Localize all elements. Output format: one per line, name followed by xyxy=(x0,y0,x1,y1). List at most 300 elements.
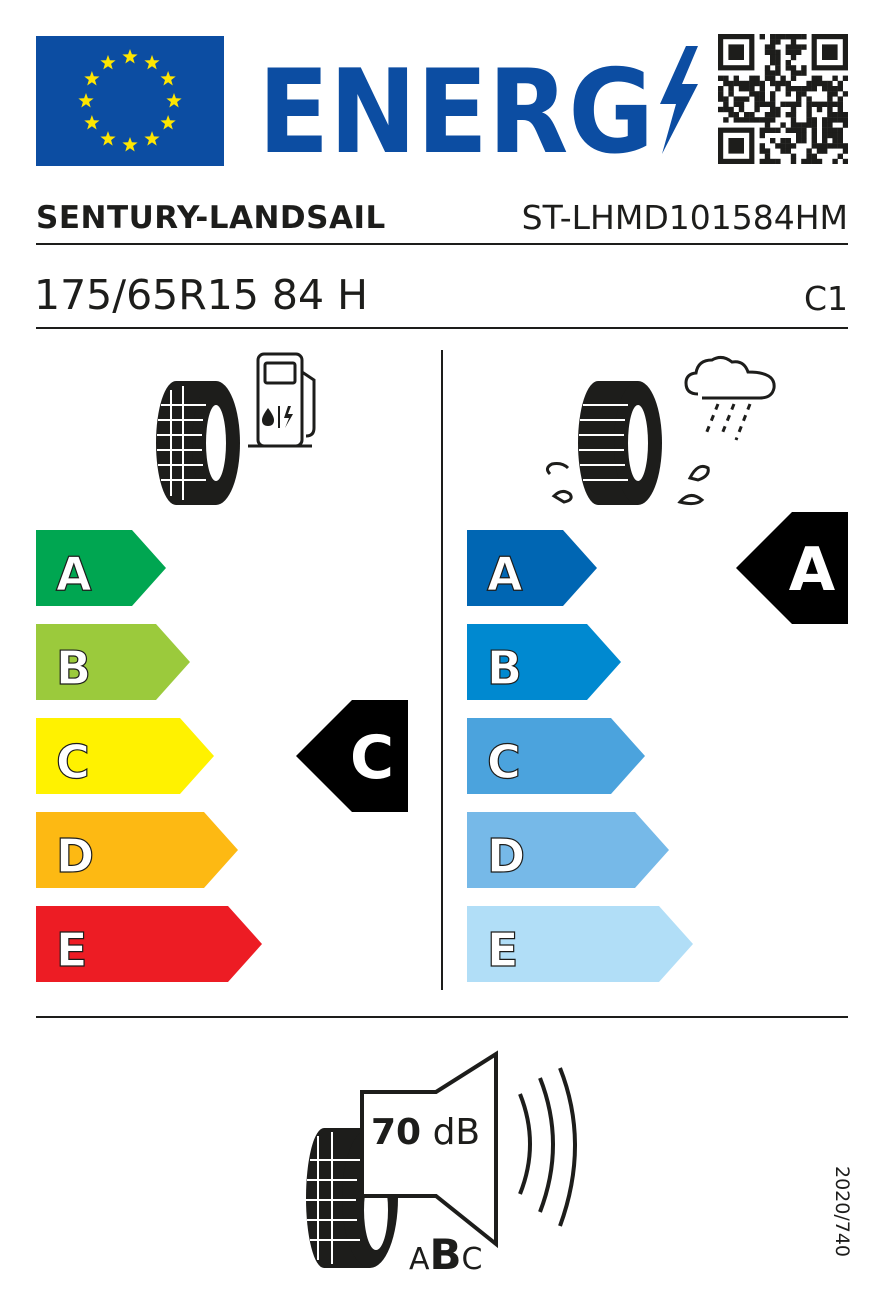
qr-module xyxy=(739,117,744,122)
qr-module xyxy=(744,112,749,117)
qr-module xyxy=(806,96,811,101)
qr-module xyxy=(780,81,785,86)
qr-module xyxy=(806,102,811,107)
qr-module xyxy=(838,107,843,112)
qr-module xyxy=(812,128,817,133)
qr-module xyxy=(791,154,796,159)
noise-level xyxy=(371,1112,480,1153)
qr-module xyxy=(760,128,765,133)
qr-module xyxy=(791,44,796,49)
scale-bar-b xyxy=(36,624,190,700)
qr-module xyxy=(817,76,822,81)
qr-module xyxy=(796,102,801,107)
qr-module xyxy=(832,138,837,143)
qr-module xyxy=(812,122,817,127)
scale-bar-letter: D xyxy=(56,829,95,883)
qr-module xyxy=(822,81,827,86)
qr-module xyxy=(775,159,780,164)
qr-module xyxy=(765,112,770,117)
qr-module xyxy=(827,117,832,122)
qr-module xyxy=(734,117,739,122)
qr-module xyxy=(728,91,733,96)
qr-module xyxy=(801,159,806,164)
qr-module xyxy=(728,81,733,86)
qr-module xyxy=(760,159,765,164)
qr-module xyxy=(796,86,801,91)
qr-module xyxy=(775,86,780,91)
qr-module xyxy=(765,117,770,122)
qr-module xyxy=(812,133,817,138)
qr-module xyxy=(827,122,832,127)
qr-module xyxy=(749,117,754,122)
qr-module xyxy=(760,91,765,96)
qr-module xyxy=(775,112,780,117)
qr-module xyxy=(760,81,765,86)
qr-module xyxy=(801,70,806,75)
qr-module xyxy=(832,76,837,81)
scale-bar-e xyxy=(36,906,262,982)
qr-module xyxy=(817,143,822,148)
qr-module xyxy=(786,44,791,49)
qr-module xyxy=(770,107,775,112)
qr-module xyxy=(770,50,775,55)
qr-module xyxy=(780,148,785,153)
qr-module xyxy=(780,143,785,148)
qr-module xyxy=(775,50,780,55)
qr-module xyxy=(770,128,775,133)
flag-star xyxy=(100,131,115,146)
qr-module xyxy=(723,96,728,101)
qr-module xyxy=(786,138,791,143)
scale-bar-letter: B xyxy=(56,641,92,695)
flag-star xyxy=(166,93,181,108)
qr-module xyxy=(843,112,848,117)
qr-module xyxy=(723,107,728,112)
qr-module xyxy=(775,39,780,44)
flag-star xyxy=(122,137,137,152)
qr-module xyxy=(765,65,770,70)
scale-bar-c xyxy=(36,718,214,794)
qr-module xyxy=(796,96,801,101)
lightning-icon xyxy=(660,46,698,154)
scale-bar-letter: B xyxy=(487,641,523,695)
qr-module xyxy=(812,81,817,86)
qr-module xyxy=(843,159,848,164)
qr-module xyxy=(827,143,832,148)
qr-module xyxy=(760,102,765,107)
scale-bar-a xyxy=(467,530,597,606)
qr-module xyxy=(806,81,811,86)
scale-bar-e xyxy=(467,906,693,982)
qr-module xyxy=(770,138,775,143)
qr-module xyxy=(786,50,791,55)
qr-module xyxy=(791,117,796,122)
qr-module xyxy=(786,81,791,86)
qr-module xyxy=(806,159,811,164)
qr-module xyxy=(801,128,806,133)
qr-module xyxy=(728,107,733,112)
qr-module xyxy=(770,91,775,96)
qr-finder xyxy=(728,138,744,154)
qr-module xyxy=(786,60,791,65)
scale-bar-letter: C xyxy=(487,735,521,789)
qr-module xyxy=(744,81,749,86)
qr-module xyxy=(770,60,775,65)
qr-module xyxy=(838,143,843,148)
qr-module xyxy=(775,55,780,60)
flag-star xyxy=(84,115,99,130)
qr-module xyxy=(739,86,744,91)
divider-bottom xyxy=(36,1016,848,1018)
qr-module xyxy=(760,96,765,101)
qr-module xyxy=(822,148,827,153)
qr-module xyxy=(734,76,739,81)
qr-module xyxy=(744,86,749,91)
qr-module xyxy=(754,107,759,112)
qr-module xyxy=(734,112,739,117)
qr-module xyxy=(770,70,775,75)
qr-module xyxy=(812,154,817,159)
qr-module xyxy=(780,138,785,143)
qr-module xyxy=(765,50,770,55)
regulation-text: 2020/740 xyxy=(831,1166,853,1258)
scale-bar-letter: A xyxy=(56,547,92,601)
tyre-size: 175/65R15 84 H xyxy=(34,271,368,319)
brand-name: SENTURY-LANDSAIL xyxy=(36,200,386,236)
qr-module xyxy=(786,91,791,96)
flag-star xyxy=(144,131,159,146)
qr-module xyxy=(806,112,811,117)
qr-module xyxy=(780,76,785,81)
qr-module xyxy=(754,102,759,107)
qr-module xyxy=(827,112,832,117)
qr-module xyxy=(832,117,837,122)
qr-module xyxy=(806,117,811,122)
scale-bar-d xyxy=(36,812,238,888)
qr-module xyxy=(786,112,791,117)
scale-bar-letter: C xyxy=(56,735,90,789)
qr-module xyxy=(775,60,780,65)
qr-module xyxy=(775,107,780,112)
qr-module xyxy=(796,91,801,96)
qr-module xyxy=(718,91,723,96)
qr-module xyxy=(749,112,754,117)
qr-module xyxy=(723,102,728,107)
qr-module xyxy=(801,138,806,143)
flag-star xyxy=(100,55,115,70)
qr-module xyxy=(765,128,770,133)
qr-module xyxy=(754,117,759,122)
qr-module xyxy=(838,112,843,117)
scale-bar-letter: E xyxy=(487,923,519,977)
qr-module xyxy=(718,86,723,91)
flag-star xyxy=(161,115,176,130)
qr-module xyxy=(843,76,848,81)
qr-module xyxy=(765,44,770,49)
qr-module xyxy=(832,112,837,117)
qr-module xyxy=(749,91,754,96)
scale-bar-letter: A xyxy=(487,547,523,601)
qr-module xyxy=(827,102,832,107)
qr-module xyxy=(801,133,806,138)
qr-module xyxy=(786,148,791,153)
qr-module xyxy=(822,128,827,133)
qr-module xyxy=(791,128,796,133)
qr-module xyxy=(754,76,759,81)
qr-module xyxy=(843,148,848,153)
qr-module xyxy=(801,44,806,49)
qr-module xyxy=(796,70,801,75)
energy-logo xyxy=(258,32,700,168)
qr-module xyxy=(754,96,759,101)
qr-module xyxy=(791,50,796,55)
qr-module xyxy=(770,55,775,60)
qr-module xyxy=(822,86,827,91)
tyre-fuel-pump-icon xyxy=(128,350,328,515)
flag-star xyxy=(144,55,159,70)
rating-letter: A xyxy=(788,535,836,605)
qr-module xyxy=(843,122,848,127)
qr-module xyxy=(791,76,796,81)
qr-module xyxy=(838,128,843,133)
qr-module xyxy=(786,102,791,107)
qr-module xyxy=(838,81,843,86)
qr-module xyxy=(770,159,775,164)
qr-module xyxy=(791,65,796,70)
qr-module xyxy=(775,81,780,86)
wet-grip-rating-indicator xyxy=(736,512,848,628)
qr-module xyxy=(796,34,801,39)
qr-module xyxy=(832,159,837,164)
qr-module xyxy=(791,39,796,44)
flag-star xyxy=(122,49,137,64)
qr-module xyxy=(812,138,817,143)
qr-module xyxy=(744,96,749,101)
scale-bar-letter: D xyxy=(487,829,526,883)
qr-module xyxy=(822,122,827,127)
qr-module xyxy=(832,102,837,107)
qr-module xyxy=(775,65,780,70)
qr-module xyxy=(822,138,827,143)
qr-module xyxy=(817,81,822,86)
tyre-rain-cloud-icon xyxy=(540,350,780,515)
qr-module xyxy=(780,34,785,39)
qr-module xyxy=(806,86,811,91)
qr-module xyxy=(760,143,765,148)
qr-module xyxy=(786,34,791,39)
qr-module xyxy=(770,34,775,39)
qr-module xyxy=(838,102,843,107)
qr-module xyxy=(791,34,796,39)
qr-module xyxy=(801,34,806,39)
qr-module xyxy=(728,112,733,117)
qr-module xyxy=(749,81,754,86)
divider-second xyxy=(36,327,848,329)
qr-module xyxy=(827,81,832,86)
qr-module xyxy=(791,159,796,164)
qr-module xyxy=(827,133,832,138)
qr-module xyxy=(760,34,765,39)
noise-unit: dB xyxy=(432,1112,481,1153)
rating-letter: C xyxy=(349,723,395,793)
qr-module xyxy=(786,128,791,133)
qr-module xyxy=(812,76,817,81)
qr-module xyxy=(796,122,801,127)
qr-module xyxy=(765,159,770,164)
qr-module xyxy=(770,96,775,101)
qr-module xyxy=(775,34,780,39)
qr-module xyxy=(786,86,791,91)
qr-finder xyxy=(822,44,838,60)
qr-module xyxy=(822,133,827,138)
qr-module xyxy=(796,50,801,55)
qr-module xyxy=(817,148,822,153)
qr-module xyxy=(791,143,796,148)
qr-module xyxy=(734,81,739,86)
qr-module xyxy=(812,159,817,164)
qr-module xyxy=(770,81,775,86)
qr-module xyxy=(827,86,832,91)
qr-module xyxy=(770,102,775,107)
qr-module xyxy=(806,154,811,159)
qr-module xyxy=(718,107,723,112)
flag-star xyxy=(84,71,99,86)
model-code: ST-LHMD101584HM xyxy=(521,198,848,237)
qr-module xyxy=(801,86,806,91)
qr-module xyxy=(791,112,796,117)
qr-module xyxy=(843,91,848,96)
qr-module xyxy=(796,133,801,138)
qr-module xyxy=(801,91,806,96)
qr-module xyxy=(806,122,811,127)
qr-module xyxy=(775,70,780,75)
noise-value: 70 xyxy=(371,1112,422,1153)
qr-module xyxy=(801,65,806,70)
qr-module xyxy=(791,55,796,60)
qr-module xyxy=(822,117,827,122)
qr-module xyxy=(718,96,723,101)
qr-module xyxy=(723,76,728,81)
qr-module xyxy=(760,86,765,91)
eu-flag-icon xyxy=(36,36,224,166)
flag-star xyxy=(161,71,176,86)
qr-module xyxy=(791,86,796,91)
qr-module xyxy=(775,143,780,148)
qr-module xyxy=(786,65,791,70)
qr-module xyxy=(791,70,796,75)
qr-module xyxy=(827,107,832,112)
qr-module xyxy=(812,117,817,122)
noise-class-b: B xyxy=(429,1230,462,1279)
qr-module xyxy=(739,81,744,86)
divider-top xyxy=(36,243,848,245)
qr-module xyxy=(832,128,837,133)
qr-module xyxy=(838,133,843,138)
qr-module xyxy=(780,102,785,107)
qr-code-icon xyxy=(718,34,848,164)
qr-module xyxy=(765,148,770,153)
scale-bar-letter: E xyxy=(56,923,88,977)
qr-module xyxy=(765,154,770,159)
regulation-number xyxy=(823,1166,863,1266)
qr-module xyxy=(796,138,801,143)
scale-bar-d xyxy=(467,812,669,888)
qr-module xyxy=(812,102,817,107)
qr-module xyxy=(838,154,843,159)
energy-title: ENERG xyxy=(258,45,654,168)
qr-module xyxy=(832,86,837,91)
qr-finder xyxy=(728,44,744,60)
qr-module xyxy=(817,102,822,107)
qr-module xyxy=(770,76,775,81)
scale-bar-b xyxy=(467,624,621,700)
qr-module xyxy=(806,107,811,112)
qr-module xyxy=(765,122,770,127)
qr-module xyxy=(832,133,837,138)
qr-module xyxy=(734,96,739,101)
noise-class-a: A xyxy=(409,1242,430,1277)
qr-module xyxy=(796,44,801,49)
qr-module xyxy=(838,117,843,122)
qr-module xyxy=(754,81,759,86)
qr-module xyxy=(770,112,775,117)
qr-module xyxy=(765,102,770,107)
qr-module xyxy=(760,148,765,153)
qr-module xyxy=(744,117,749,122)
tyre-class: C1 xyxy=(803,279,848,318)
qr-module xyxy=(760,133,765,138)
qr-module xyxy=(817,107,822,112)
qr-module xyxy=(739,107,744,112)
qr-module xyxy=(728,86,733,91)
fuel-rating-indicator xyxy=(296,700,408,816)
qr-module xyxy=(780,122,785,127)
qr-module xyxy=(749,86,754,91)
qr-module xyxy=(734,102,739,107)
qr-module xyxy=(749,76,754,81)
qr-module xyxy=(812,143,817,148)
qr-module xyxy=(791,107,796,112)
qr-module xyxy=(770,44,775,49)
qr-module xyxy=(822,143,827,148)
noise-class-scale xyxy=(409,1230,483,1279)
qr-module xyxy=(806,148,811,153)
qr-module xyxy=(801,122,806,127)
qr-module xyxy=(838,86,843,91)
qr-module xyxy=(827,91,832,96)
qr-module xyxy=(765,70,770,75)
qr-module xyxy=(838,96,843,101)
qr-module xyxy=(770,39,775,44)
qr-module xyxy=(723,117,728,122)
qr-module xyxy=(718,76,723,81)
qr-module xyxy=(760,117,765,122)
flag-star xyxy=(78,93,93,108)
qr-module xyxy=(843,117,848,122)
qr-module xyxy=(791,122,796,127)
qr-module xyxy=(827,96,832,101)
scale-bar-c xyxy=(467,718,645,794)
column-divider xyxy=(441,350,443,990)
qr-module xyxy=(832,143,837,148)
qr-module xyxy=(770,117,775,122)
qr-module xyxy=(822,102,827,107)
qr-module xyxy=(817,159,822,164)
qr-module xyxy=(791,102,796,107)
qr-module xyxy=(796,128,801,133)
qr-module xyxy=(723,81,728,86)
qr-module xyxy=(739,102,744,107)
